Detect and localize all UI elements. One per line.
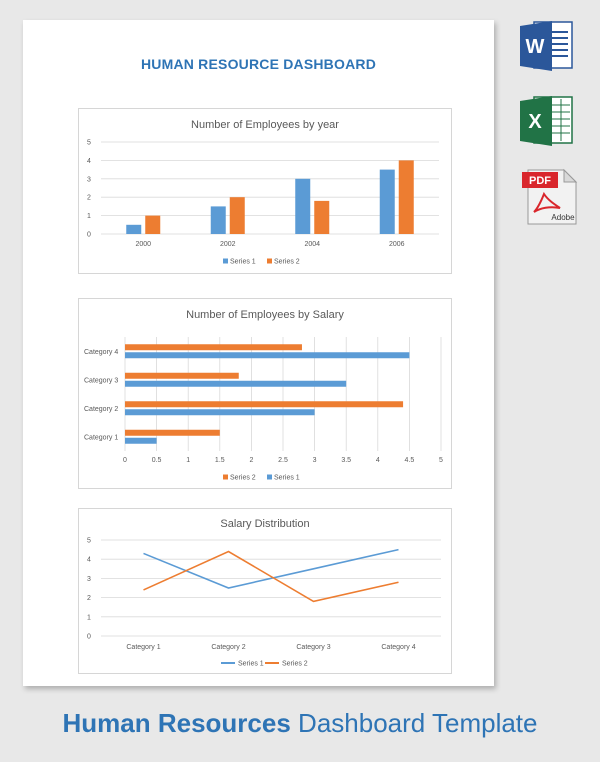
bar-series2-2006 <box>399 160 414 234</box>
y-tick-label: 5 <box>87 537 91 545</box>
pdf-icon[interactable] <box>520 168 578 226</box>
employees-by-year-chart <box>78 108 452 274</box>
legend-label-2: Series 2 <box>274 258 300 266</box>
pdf-icon-sublabel: Adobe <box>551 213 575 222</box>
legend-swatch-1 <box>223 475 228 480</box>
x-tick-label: 1.5 <box>214 457 225 464</box>
bar-series1-2006 <box>380 170 395 234</box>
x-tick-label: 2006 <box>388 241 405 248</box>
dashboard-page <box>23 20 494 686</box>
bar-series1-2004 <box>295 179 310 234</box>
employees-by-year-svg <box>79 109 451 273</box>
x-tick-label: 2000 <box>135 241 152 248</box>
footer-title-rest: Dashboard Template <box>298 708 538 738</box>
chart-title: Number of Employees by year <box>191 119 339 131</box>
x-tick-label: 5 <box>439 457 443 464</box>
bar-series2-category-4 <box>125 344 302 350</box>
excel-icon-label: X <box>528 111 542 133</box>
x-tick-label: Category 3 <box>296 644 331 651</box>
x-tick-label: 0 <box>123 457 127 464</box>
legend-swatch-2 <box>267 475 272 480</box>
bar-series2-category-2 <box>125 401 403 407</box>
employees-by-salary-svg <box>79 299 451 488</box>
x-tick-label: 4 <box>375 457 380 464</box>
legend-label-2: Series 1 <box>274 474 300 482</box>
y-tick-label: 5 <box>87 139 91 147</box>
x-tick-label: Category 1 <box>126 644 161 651</box>
dashboard-title: HUMAN RESOURCE DASHBOARD <box>140 56 377 72</box>
x-tick-label: Category 2 <box>211 644 246 651</box>
y-tick-label: 2 <box>87 194 91 202</box>
y-tick-label: Category 4 <box>84 348 119 356</box>
excel-icon[interactable] <box>520 95 574 147</box>
bar-series1-category-3 <box>125 381 346 387</box>
pdf-icon-label: PDF <box>529 175 551 187</box>
y-tick-label: 2 <box>87 595 91 603</box>
employees-by-salary-chart <box>78 298 452 489</box>
x-tick-label: 2002 <box>219 241 236 248</box>
bar-series1-2002 <box>211 206 226 234</box>
bar-series1-category-1 <box>125 438 157 444</box>
bar-series1-category-2 <box>125 409 315 415</box>
bar-series1-category-4 <box>125 352 409 358</box>
y-tick-label: 1 <box>87 213 91 221</box>
line-series1 <box>144 550 399 588</box>
y-tick-label: Category 1 <box>84 434 119 442</box>
x-tick-label: 1 <box>186 457 191 464</box>
bar-series2-category-3 <box>125 373 239 379</box>
legend-label-1: Series 1 <box>238 660 264 668</box>
y-tick-label: 0 <box>87 231 91 239</box>
word-icon[interactable] <box>520 20 574 72</box>
x-tick-label: 2.5 <box>278 457 288 464</box>
x-tick-label: 4.5 <box>404 457 415 464</box>
x-tick-label: 0.5 <box>151 457 162 464</box>
bar-series1-2000 <box>126 225 141 234</box>
word-icon-label: W <box>525 36 545 58</box>
bar-series2-2002 <box>230 197 245 234</box>
x-tick-label: 3.5 <box>341 457 352 464</box>
legend-label-1: Series 2 <box>230 474 256 482</box>
y-tick-label: 3 <box>87 176 91 184</box>
legend-label-2: Series 2 <box>282 660 308 668</box>
legend-label-1: Series 1 <box>230 258 256 266</box>
chart-title: Number of Employees by Salary <box>186 309 344 321</box>
x-tick-label: 2 <box>249 457 254 464</box>
salary-distribution-chart <box>78 508 452 674</box>
footer-title <box>0 708 600 739</box>
chart-title: Salary Distribution <box>220 518 310 530</box>
legend-swatch-1 <box>223 259 228 264</box>
y-tick-label: Category 3 <box>84 377 119 385</box>
bar-series2-2004 <box>314 201 329 234</box>
footer-title-bold: Human Resources <box>62 708 291 738</box>
y-tick-label: 3 <box>87 575 91 583</box>
salary-distribution-svg <box>79 509 451 673</box>
x-tick-label: 3 <box>312 457 317 464</box>
x-tick-label: 2004 <box>304 241 321 248</box>
y-tick-label: 4 <box>87 157 91 165</box>
bar-series2-category-1 <box>125 430 220 436</box>
y-tick-label: 0 <box>87 633 91 641</box>
legend-swatch-2 <box>267 259 272 264</box>
x-tick-label: Category 4 <box>381 644 416 651</box>
bar-series2-2000 <box>145 216 160 234</box>
y-tick-label: 4 <box>87 556 91 564</box>
y-tick-label: 1 <box>87 614 91 622</box>
y-tick-label: Category 2 <box>84 405 119 413</box>
